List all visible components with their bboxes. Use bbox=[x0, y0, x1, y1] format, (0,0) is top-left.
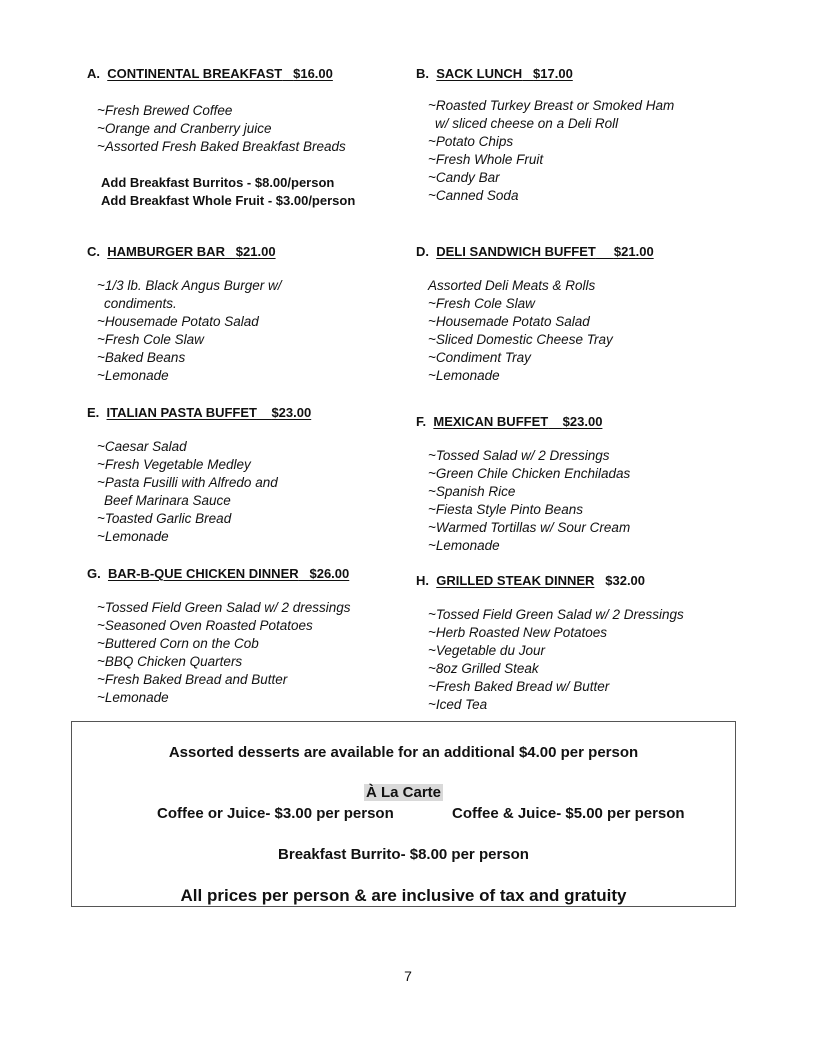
menu-item: ~Green Chile Chicken Enchiladas bbox=[428, 466, 631, 481]
menu-item: ~Warmed Tortillas w/ Sour Cream bbox=[428, 520, 631, 535]
menu-item: ~Fresh Baked Bread and Butter bbox=[97, 672, 288, 687]
menu-letter: G. bbox=[87, 566, 101, 581]
pricing-notes-box bbox=[71, 721, 736, 907]
menu-letter: C. bbox=[87, 244, 100, 259]
menu-title: BAR-B-QUE CHICKEN DINNER bbox=[107, 566, 299, 581]
menu-item: ~Orange and Cranberry juice bbox=[97, 121, 272, 136]
menu-item: condiments. bbox=[104, 296, 177, 311]
coffee-or-juice-price: Coffee or Juice- $3.00 per person bbox=[157, 805, 394, 822]
menu-a bbox=[87, 66, 417, 210]
menu-item: ~Fresh Cole Slaw bbox=[428, 296, 535, 311]
menu-header bbox=[416, 66, 746, 81]
menu-letter: A. bbox=[87, 66, 100, 81]
menu-h bbox=[416, 573, 746, 714]
menu-item: ~BBQ Chicken Quarters bbox=[97, 654, 243, 669]
menu-title: CONTINENTAL BREAKFAST bbox=[107, 66, 283, 81]
menu-header bbox=[416, 244, 746, 259]
menu-items bbox=[428, 97, 746, 205]
menu-item: ~Caesar Salad bbox=[97, 439, 187, 454]
menu-price: $21.00 bbox=[235, 244, 276, 259]
menu-b bbox=[416, 66, 746, 205]
menu-item: ~Toasted Garlic Bread bbox=[97, 511, 232, 526]
menu-title: SACK LUNCH bbox=[436, 66, 523, 81]
desserts-note: Assorted desserts are available for an additional $4.00 per person bbox=[168, 744, 639, 761]
menu-title: HAMBURGER BAR bbox=[107, 244, 225, 259]
menu-items bbox=[97, 438, 417, 546]
tax-gratuity-note: All prices per person & are inclusive of tax and gratuity bbox=[180, 886, 627, 905]
menu-price: $17.00 bbox=[533, 66, 573, 81]
menu-price: $23.00 bbox=[562, 414, 603, 429]
menu-item: ~Buttered Corn on the Cob bbox=[97, 636, 259, 651]
coffee-and-juice-price: Coffee & Juice- $5.00 per person bbox=[452, 805, 685, 822]
menu-item: ~Sliced Domestic Cheese Tray bbox=[428, 332, 613, 347]
menu-item: ~Spanish Rice bbox=[428, 484, 516, 499]
menu-item: ~Fiesta Style Pinto Beans bbox=[428, 502, 583, 517]
menu-price: $16.00 bbox=[293, 66, 333, 81]
menu-item: ~Baked Beans bbox=[97, 350, 186, 365]
menu-title: ITALIAN PASTA BUFFET bbox=[106, 405, 257, 420]
menu-item: ~Condiment Tray bbox=[428, 350, 531, 365]
menu-item: ~Assorted Fresh Baked Breakfast Breads bbox=[97, 139, 346, 154]
menu-g bbox=[87, 566, 417, 707]
menu-item: ~Iced Tea bbox=[428, 697, 488, 712]
menu-addons bbox=[101, 174, 417, 210]
menu-e bbox=[87, 405, 417, 546]
menu-letter: H. bbox=[416, 573, 429, 588]
menu-item: ~Fresh Vegetable Medley bbox=[97, 457, 251, 472]
menu-header bbox=[87, 66, 417, 81]
menu-letter: E. bbox=[87, 405, 100, 420]
menu-item: ~Fresh Cole Slaw bbox=[97, 332, 204, 347]
menu-item: ~Candy Bar bbox=[428, 170, 500, 185]
menu-price: $32.00 bbox=[605, 573, 646, 588]
menu-item: ~Housemade Potato Salad bbox=[97, 314, 259, 329]
menu-title: DELI SANDWICH BUFFET bbox=[436, 244, 596, 259]
menu-item: ~Fresh Baked Bread w/ Butter bbox=[428, 679, 610, 694]
menu-item: ~Seasoned Oven Roasted Potatoes bbox=[97, 618, 313, 633]
menu-header bbox=[87, 566, 417, 581]
menu-price: $26.00 bbox=[309, 566, 350, 581]
menu-item: ~Fresh Whole Fruit bbox=[428, 152, 544, 167]
menu-item: ~Pasta Fusilli with Alfredo and bbox=[97, 475, 278, 490]
burrito-price: Breakfast Burrito- $8.00 per person bbox=[278, 846, 529, 863]
menu-item: ~Lemonade bbox=[97, 529, 169, 544]
menu-items bbox=[97, 599, 417, 707]
menu-letter: D. bbox=[416, 244, 429, 259]
menu-title: GRILLED STEAK DINNER bbox=[436, 573, 595, 588]
menu-item: ~Potato Chips bbox=[428, 134, 514, 149]
menu-items bbox=[97, 102, 417, 156]
menu-item: ~Lemonade bbox=[428, 538, 500, 553]
menu-item: ~Tossed Field Green Salad w/ 2 dressings bbox=[97, 600, 351, 615]
menu-price: $23.00 bbox=[271, 405, 312, 420]
menu-item: ~1/3 lb. Black Angus Burger w/ bbox=[97, 278, 282, 293]
menu-c bbox=[87, 244, 417, 385]
menu-header bbox=[87, 244, 417, 259]
menu-items bbox=[97, 277, 417, 385]
menu-item: ~Canned Soda bbox=[428, 188, 519, 203]
menu-letter: F. bbox=[416, 414, 427, 429]
menu-items bbox=[428, 277, 746, 385]
menu-item: ~Tossed Salad w/ 2 Dressings bbox=[428, 448, 610, 463]
menu-d bbox=[416, 244, 746, 385]
menu-item: ~Lemonade bbox=[428, 368, 500, 383]
menu-items bbox=[428, 606, 746, 714]
menu-f bbox=[416, 414, 746, 555]
menu-item: ~Tossed Field Green Salad w/ 2 Dressings bbox=[428, 607, 684, 622]
menu-header bbox=[416, 573, 746, 588]
menu-item: ~Fresh Brewed Coffee bbox=[97, 103, 233, 118]
menu-price: $21.00 bbox=[613, 244, 654, 259]
menu-item: ~Housemade Potato Salad bbox=[428, 314, 590, 329]
menu-item: Beef Marinara Sauce bbox=[104, 493, 231, 508]
menu-item: ~Roasted Turkey Breast or Smoked Ham bbox=[428, 98, 675, 113]
menu-item: ~Lemonade bbox=[97, 690, 169, 705]
menu-letter: B. bbox=[416, 66, 429, 81]
addon-line: Add Breakfast Burritos - $8.00/person bbox=[101, 175, 335, 190]
menu-item: Assorted Deli Meats & Rolls bbox=[428, 278, 596, 293]
addon-line: Add Breakfast Whole Fruit - $3.00/person bbox=[101, 193, 356, 208]
menu-header bbox=[87, 405, 417, 420]
page-number: 7 bbox=[404, 968, 412, 984]
menu-item: ~Lemonade bbox=[97, 368, 169, 383]
menu-item: ~Vegetable du Jour bbox=[428, 643, 545, 658]
menu-item: w/ sliced cheese on a Deli Roll bbox=[435, 116, 619, 131]
alacarte-heading bbox=[72, 784, 735, 801]
menu-items bbox=[428, 447, 746, 555]
menu-title: MEXICAN BUFFET bbox=[433, 414, 549, 429]
menu-item: ~8oz Grilled Steak bbox=[428, 661, 539, 676]
menu-item: ~Herb Roasted New Potatoes bbox=[428, 625, 607, 640]
alacarte-title: À La Carte bbox=[365, 784, 442, 801]
menu-header bbox=[416, 414, 746, 429]
